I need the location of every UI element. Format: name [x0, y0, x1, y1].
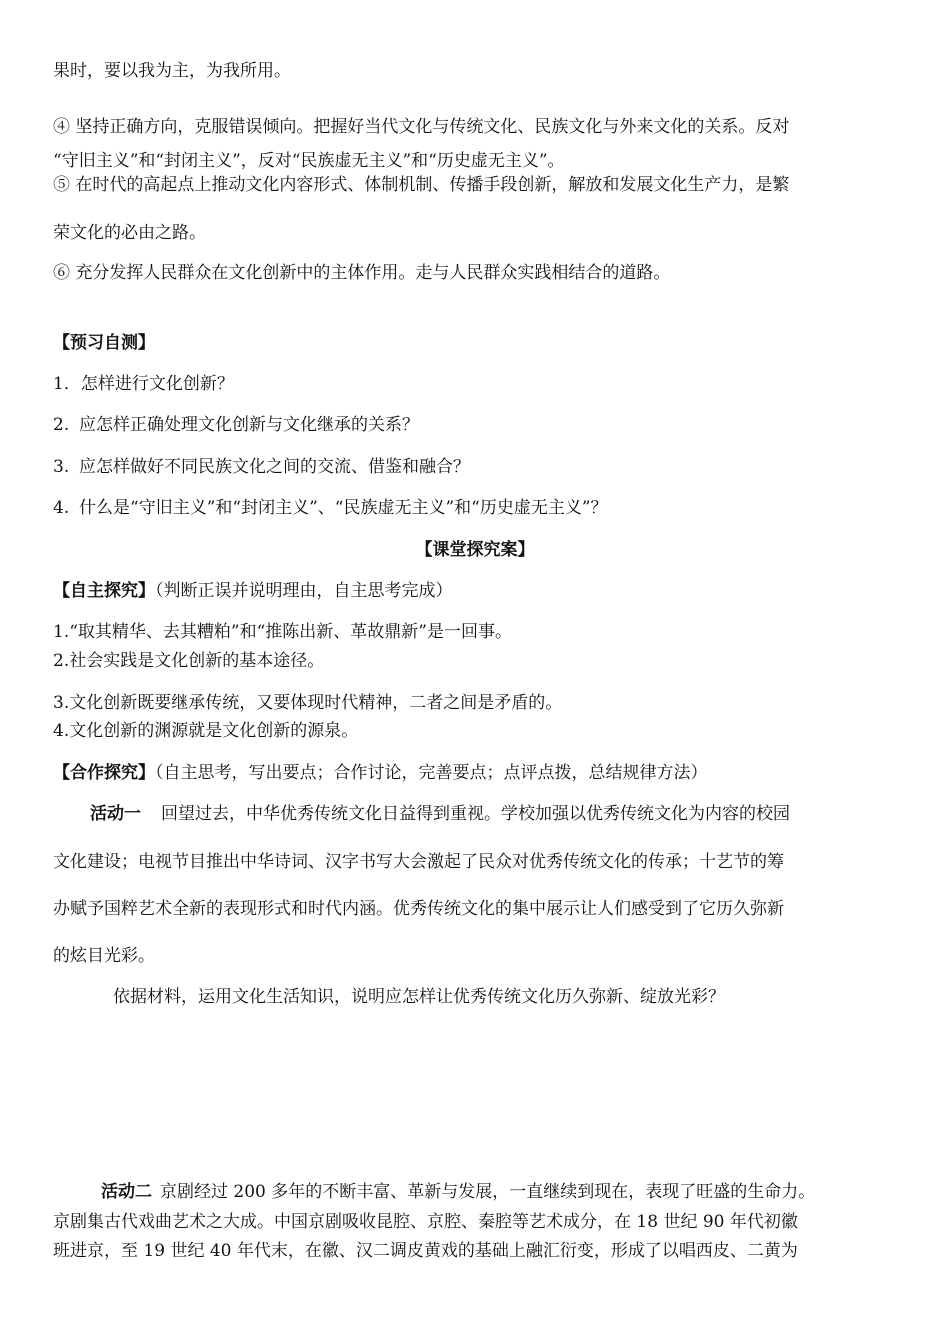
activity1-line: 的炫目光彩。: [53, 946, 155, 966]
activity2-line: 京剧集古代戏曲艺术之大成。中国京剧吸收昆腔、京腔、秦腔等艺术成分，在 18 世纪 90 年代初徽: [53, 1212, 798, 1232]
text-line: 荣文化的必由之路。: [53, 223, 206, 243]
judgment-item: 4.文化创新的渊源就是文化创新的源泉。: [53, 721, 359, 741]
question-item: [53, 373, 913, 395]
section-heading-preview: 【预习自测】: [53, 333, 155, 353]
activity1-line: 文化建设；电视节目推出中华诗词、汉字书写大会激起了民众对优秀传统文化的传承；十艺节的筹: [53, 852, 784, 872]
question-number: 2.: [53, 415, 70, 435]
question-text: 应怎样做好不同民族文化之间的交流、借鉴和融合？: [79, 457, 470, 477]
self-explore-heading: 【自主探究】: [53, 581, 155, 601]
judgment-item: 1.“取其精华、去其糟粕”和“推陈出新、革故鼎新”是一回事。: [53, 622, 512, 642]
activity2-text: 京剧经过 200 多年的不断丰富、革新与发展，一直继续到现在，表现了旺盛的生命力。: [160, 1182, 816, 1202]
coop-explore-note: （自主思考，写出要点；合作讨论，完善要点；点评点拨，总结规律方法）: [155, 763, 708, 783]
question-item: [53, 456, 913, 478]
question-number: 1．: [53, 374, 81, 394]
question-text: 怎样进行文化创新？: [80, 374, 234, 394]
activity1-label: 活动一: [90, 804, 141, 824]
text-line: 果时，要以我为主，为我所用。: [53, 61, 291, 81]
self-explore-note: （判断正误并说明理由，自主思考完成）: [155, 581, 453, 601]
activity2-line: 班进京，至 19 世纪 40 年代末，在徽、汉二调皮黄戏的基础上融汇衍变，形成了以唱西皮、二黄为: [53, 1241, 798, 1261]
question-text: 应怎样正确处理文化创新与文化继承的关系？: [79, 415, 419, 435]
coop-explore-heading-line: [53, 762, 913, 784]
question-number: 3.: [53, 457, 70, 477]
text-line: “守旧主义”和“封闭主义”，反对“民族虚无主义”和“历史虚无主义”。: [53, 151, 565, 171]
question-item: [53, 414, 913, 436]
question-item: [53, 497, 913, 519]
activity1-text: 回望过去，中华优秀传统文化日益得到重视。学校加强以优秀传统文化为内容的校园: [161, 804, 790, 824]
judgment-item: 3.文化创新既要继承传统，又要体现时代精神，二者之间是矛盾的。: [53, 693, 563, 713]
judgment-item: 2.社会实践是文化创新的基本途径。: [53, 651, 325, 671]
coop-explore-heading: 【合作探究】: [53, 763, 155, 783]
text-line: ⑤ 在时代的高起点上推动文化内容形式、体制机制、传播手段创新，解放和发展文化生产力，是繁: [53, 175, 790, 195]
section-title-classroom: 【课堂探究案】: [415, 540, 535, 560]
question-text: 什么是“守旧主义”和“封闭主义”、“民族虚无主义”和“历史虚无主义”？: [79, 498, 608, 518]
activity2-label: 活动二: [101, 1182, 152, 1202]
text-line: ⑥ 充分发挥人民群众在文化创新中的主体作用。走与人民群众实践相结合的道路。: [53, 263, 671, 283]
text-line: ④ 坚持正确方向，克服错误倾向。把握好当代文化与传统文化、民族文化与外来文化的关系。反对: [53, 117, 790, 137]
self-explore-heading-line: [53, 580, 913, 602]
activity1-line: 办赋予国粹艺术全新的表现形式和时代内涵。优秀传统文化的集中展示让人们感受到了它历久弥新: [53, 899, 784, 919]
activity1-line: [53, 803, 913, 825]
activity2-line: [53, 1181, 913, 1203]
activity1-question: 依据材料，运用文化生活知识，说明应怎样让优秀传统文化历久弥新、绽放光彩？: [113, 987, 725, 1007]
question-number: 4.: [53, 498, 70, 518]
